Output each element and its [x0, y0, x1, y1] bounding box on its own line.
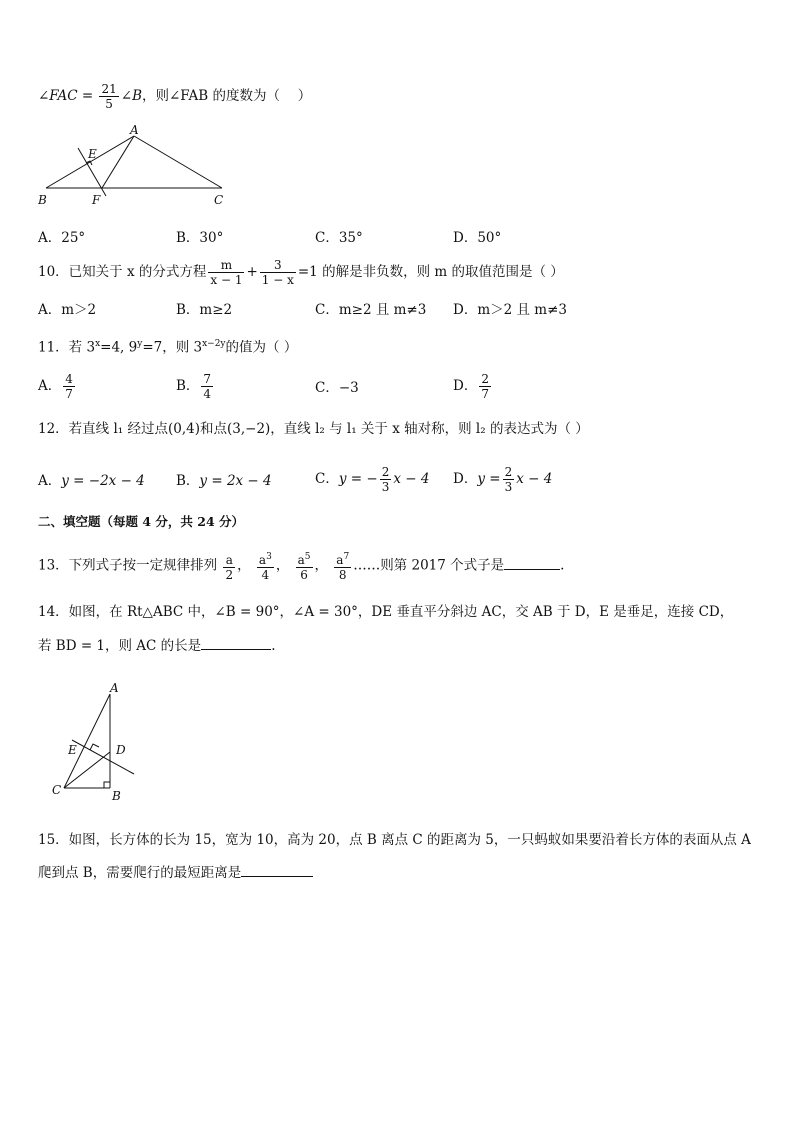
- frac-den: x − 1: [210, 273, 243, 287]
- q11-text-4: 的值为（ ）: [225, 339, 298, 356]
- label-b: B: [112, 789, 121, 803]
- q10-option-d[interactable]: [453, 304, 567, 318]
- option-label: B．: [176, 302, 200, 318]
- q13-suffix: ……则第 2017 个式子是: [353, 557, 505, 574]
- option-value: y = −2x − 4: [61, 473, 145, 489]
- q11-exp-1: x: [95, 339, 101, 349]
- option-value: m＞2 且 m≠3: [477, 302, 568, 318]
- q15-answer-blank[interactable]: [241, 864, 313, 877]
- q13-term-1: [223, 550, 235, 582]
- option-label: C．: [315, 230, 339, 246]
- q11-exp-2: y: [137, 339, 143, 349]
- option-fraction: [201, 372, 213, 401]
- term-exp: 3: [266, 552, 272, 562]
- q10-fraction-1: [208, 258, 244, 287]
- q10-plus: +: [246, 264, 258, 280]
- right-angle-mark-e: [90, 744, 99, 750]
- option-fraction: [63, 372, 75, 401]
- q9-fraction: [99, 82, 118, 111]
- label-e: E: [88, 147, 97, 161]
- frac-num: 3: [260, 258, 296, 273]
- q11-stem: [38, 340, 297, 355]
- frac-den: 7: [481, 387, 489, 401]
- q11-option-d[interactable]: [453, 372, 493, 401]
- q9-option-d[interactable]: [453, 232, 501, 246]
- label-c: C: [214, 193, 224, 207]
- q12-option-c[interactable]: [315, 465, 429, 494]
- frac-num: 2: [381, 465, 390, 479]
- frac-num: 2: [481, 372, 489, 386]
- option-value: 35°: [338, 230, 363, 246]
- option-label: D．: [453, 230, 478, 246]
- frac-den: 3: [504, 480, 513, 494]
- term-base: a: [336, 553, 344, 567]
- label-c: C: [52, 783, 62, 797]
- label-b: B: [38, 193, 47, 207]
- q15-stem-line-2: [38, 864, 313, 881]
- frac-num: 2: [504, 465, 513, 479]
- option-label: C．: [315, 380, 339, 396]
- option-pre: y = −: [338, 471, 378, 487]
- q15-stem-line-1: 15．如图，长方体的长为 15，宽为 10，高为 20，点 B 离点 C 的距离为 5，一只蚂蚁如果要沿着长方体的表面从点 A: [38, 832, 751, 848]
- q13-prefix: 13．下列式子按一定规律排列: [38, 557, 218, 574]
- q11-text-2: =4, 9: [100, 339, 138, 356]
- q9-option-a[interactable]: [38, 232, 85, 246]
- q12-option-d[interactable]: [453, 465, 552, 494]
- q9-option-b[interactable]: [176, 232, 223, 246]
- q14-answer-blank[interactable]: [201, 637, 271, 650]
- q13-term-3: [296, 550, 313, 582]
- q14-stem-line-1: 14．如图，在 Rt△ABC 中，∠B = 90°，∠A = 30°，DE 垂直平分斜边 AC，交 AB 于 D，E 是垂足，连接 CD，: [38, 604, 734, 620]
- q9-triangle-figure: [34, 124, 234, 208]
- q13-end: .: [560, 557, 565, 574]
- q13-term-2: [257, 550, 274, 582]
- frac-num: m: [208, 258, 244, 273]
- q13-stem: 13．下列式子按一定规律排列 $\frac{a}{2}$ ， $\frac{a^3}{4}$ ， $\frac{a^5}{6}$ ， $\frac{a^7}{8}$ ……则第 2017 个式子是 .: [38, 552, 565, 582]
- option-fraction: [380, 465, 392, 494]
- option-label: A．: [38, 302, 62, 318]
- option-fraction: [503, 465, 515, 494]
- q10-prefix: 10．已知关于 x 的分式方程: [38, 264, 207, 280]
- q9-question-text: ，则∠FAB 的度数为（ ）: [142, 88, 312, 104]
- q15-text: 爬到点 B，需要爬行的最短距离是: [38, 865, 242, 881]
- option-label: D．: [453, 302, 478, 318]
- q14-text: 若 BD = 1，则 AC 的长是: [38, 638, 202, 654]
- option-label: A．: [38, 473, 62, 489]
- q13-answer-blank[interactable]: [504, 557, 560, 570]
- term-base: a: [297, 553, 305, 567]
- term-den: 2: [225, 568, 234, 582]
- term-den: 6: [300, 568, 308, 582]
- q9-stem: [38, 82, 311, 111]
- option-label: C．: [315, 471, 339, 487]
- term-den: 8: [338, 568, 347, 582]
- term-exp: 5: [304, 552, 311, 562]
- q10-suffix: =1 的解是非负数，则 m 的取值范围是（ ）: [297, 264, 564, 280]
- q9-frac-num: 21: [101, 82, 117, 96]
- option-label: B．: [176, 230, 200, 246]
- option-value: −3: [338, 380, 359, 396]
- option-value: m≥2: [199, 302, 233, 318]
- q14-end: .: [271, 638, 276, 654]
- frac-num: 7: [203, 372, 212, 386]
- option-label: A．: [38, 230, 62, 246]
- q10-option-c[interactable]: [315, 304, 426, 318]
- frac-den: 7: [65, 387, 73, 401]
- frac-den: 4: [203, 387, 212, 401]
- option-value: m＞2: [61, 302, 97, 318]
- option-label: B．: [176, 473, 200, 489]
- label-a: A: [130, 124, 139, 137]
- q12-stem: 12．若直线 l₁ 经过点(0,4)和点(3,−2)，直线 l₂ 与 l₁ 关于 x 轴对称，则 l₂ 的表达式为（ ）: [38, 421, 589, 437]
- term-base: a: [225, 553, 233, 567]
- side-ac: [134, 136, 222, 188]
- q14-stem-line-2: [38, 637, 275, 654]
- option-value: 25°: [61, 230, 86, 246]
- side-ac: [64, 694, 110, 788]
- frac-num: 4: [65, 372, 73, 386]
- option-label: D．: [453, 471, 478, 487]
- term-den: 4: [261, 568, 270, 582]
- option-label: D．: [453, 378, 478, 394]
- q10-fraction-2: [260, 258, 296, 287]
- term-exp: 7: [343, 552, 350, 562]
- frac-den: 1 − x: [261, 273, 294, 287]
- q11-exp-3: x−2y: [202, 339, 226, 349]
- option-post: x − 4: [393, 471, 430, 487]
- option-post: x − 4: [516, 471, 553, 487]
- q10-option-b[interactable]: [176, 304, 232, 318]
- option-label: A．: [38, 378, 62, 394]
- q10-option-a[interactable]: [38, 304, 96, 318]
- frac-den: 3: [381, 480, 390, 494]
- q11-option-a[interactable]: [38, 372, 77, 401]
- q9-option-c[interactable]: [315, 232, 363, 246]
- q14-triangle-figure: [48, 680, 158, 804]
- q13-term-4: [334, 550, 351, 582]
- q12-option-b[interactable]: [176, 475, 272, 489]
- segment-af: [102, 136, 134, 188]
- option-label: C．: [315, 302, 339, 318]
- option-pre: y =: [477, 471, 501, 487]
- q11-option-b[interactable]: [176, 372, 215, 401]
- option-value: 50°: [477, 230, 502, 246]
- q10-stem: [38, 258, 564, 287]
- q9-frac-den: 5: [105, 97, 113, 111]
- q11-option-c[interactable]: [315, 382, 359, 396]
- q12-option-a[interactable]: [38, 475, 145, 489]
- option-label: B．: [176, 378, 200, 394]
- option-value: y = 2x − 4: [199, 473, 272, 489]
- option-fraction: [479, 372, 491, 401]
- option-value: m≥2 且 m≠3: [338, 302, 427, 318]
- q11-text-3: =7，则 3: [142, 339, 203, 356]
- right-angle-mark-b: [104, 782, 110, 788]
- section-heading-fill-in: 二、填空题（每题 4 分，共 24 分）: [38, 514, 245, 529]
- q9-angle-b: ∠B: [120, 88, 142, 104]
- label-d: D: [116, 743, 126, 757]
- label-a: A: [110, 681, 119, 695]
- q11-text-1: 11．若 3: [38, 339, 96, 356]
- option-value: 30°: [199, 230, 224, 246]
- label-e: E: [68, 743, 77, 757]
- q9-angle-fac: ∠FAC =: [38, 88, 94, 104]
- label-f: F: [92, 193, 101, 207]
- term-base: a: [258, 553, 267, 567]
